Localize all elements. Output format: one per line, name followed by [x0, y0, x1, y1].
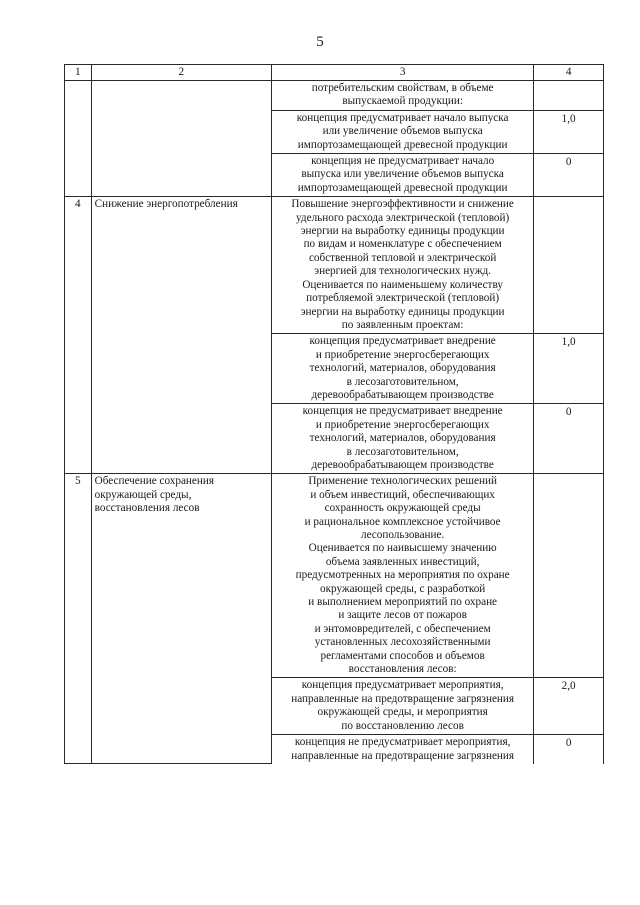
header-col-2: 2 [91, 65, 271, 81]
option-score: 1,0 [534, 110, 604, 153]
cont-num-cell [65, 81, 92, 197]
criteria-table [64, 64, 604, 764]
criterion-name: Снижение энергопотребления [91, 197, 271, 474]
criterion-name: Обеспечение сохранения окружающей среды, восстановления лесов [91, 474, 271, 764]
option-text: концепция предусматривает внедрение и приобретение энергосберегающих технологий, материалов, оборудования в лесозаготовительном, деревообрабатывающем производстве [271, 334, 533, 404]
cont-score-empty [534, 81, 604, 111]
option-score: 2,0 [534, 678, 604, 735]
header-col-1: 1 [65, 65, 92, 81]
option-text: концепция предусматривает мероприятия, направленные на предотвращение загрязнения окружающей среды, и мероприятия по восстановлению лесов [271, 678, 533, 735]
option-text: концепция не предусматривает мероприятия, направленные на предотвращение загрязнения [271, 735, 533, 764]
table-row [65, 81, 604, 111]
option-score: 0 [534, 154, 604, 197]
option-score: 0 [534, 735, 604, 764]
criterion-number: 4 [65, 197, 92, 474]
score-empty [534, 474, 604, 678]
option-text: концепция не предусматривает начало выпуска или увеличение объемов выпуска импортозамещающей древесной продукции [271, 154, 533, 197]
header-row [65, 65, 604, 81]
option-score: 0 [534, 404, 604, 474]
score-empty [534, 197, 604, 334]
option-score: 1,0 [534, 334, 604, 404]
page-number: 5 [316, 34, 324, 50]
table-row [65, 474, 604, 678]
cont-name-cell [91, 81, 271, 197]
criterion-description: Повышение энергоэффективности и снижение удельного расхода электрической (тепловой) энергии на выработку единицы продукции по видам и номенклатуре с обеспечением собственной тепловой и электрической энергией для технологических нужд. Оценивается по наименьшему количеству потребляемой электрической (тепловой) энергии на выработку единицы продукции по заявленным проектам: [271, 197, 533, 334]
table-row [65, 197, 604, 334]
cont-description: потребительским свойствам, в объеме выпускаемой продукции: [271, 81, 533, 111]
header-col-4: 4 [534, 65, 604, 81]
criterion-number: 5 [65, 474, 92, 764]
option-text: концепция предусматривает начало выпуска или увеличение объемов выпуска импортозамещающей древесной продукции [271, 110, 533, 153]
option-text: концепция не предусматривает внедрение и приобретение энергосберегающих технологий, материалов, оборудования в лесозаготовительном, деревообрабатывающем производстве [271, 404, 533, 474]
header-col-3: 3 [271, 65, 533, 81]
criterion-description: Применение технологических решений и объем инвестиций, обеспечивающих сохранность окружающей среды и рациональное комплексное устойчивое лесопользование. Оценивается по наивысшему значению объема заявленных инвестиций, предусмотренных на мероприятия по охране окружающей среды, с разработкой и выполнением мероприятий по охране и защите лесов от пожаров и энтомовредителей, с обеспечением установленных лесохозяйственными регламентами способов и объемов восстановления лесов: [271, 474, 533, 678]
